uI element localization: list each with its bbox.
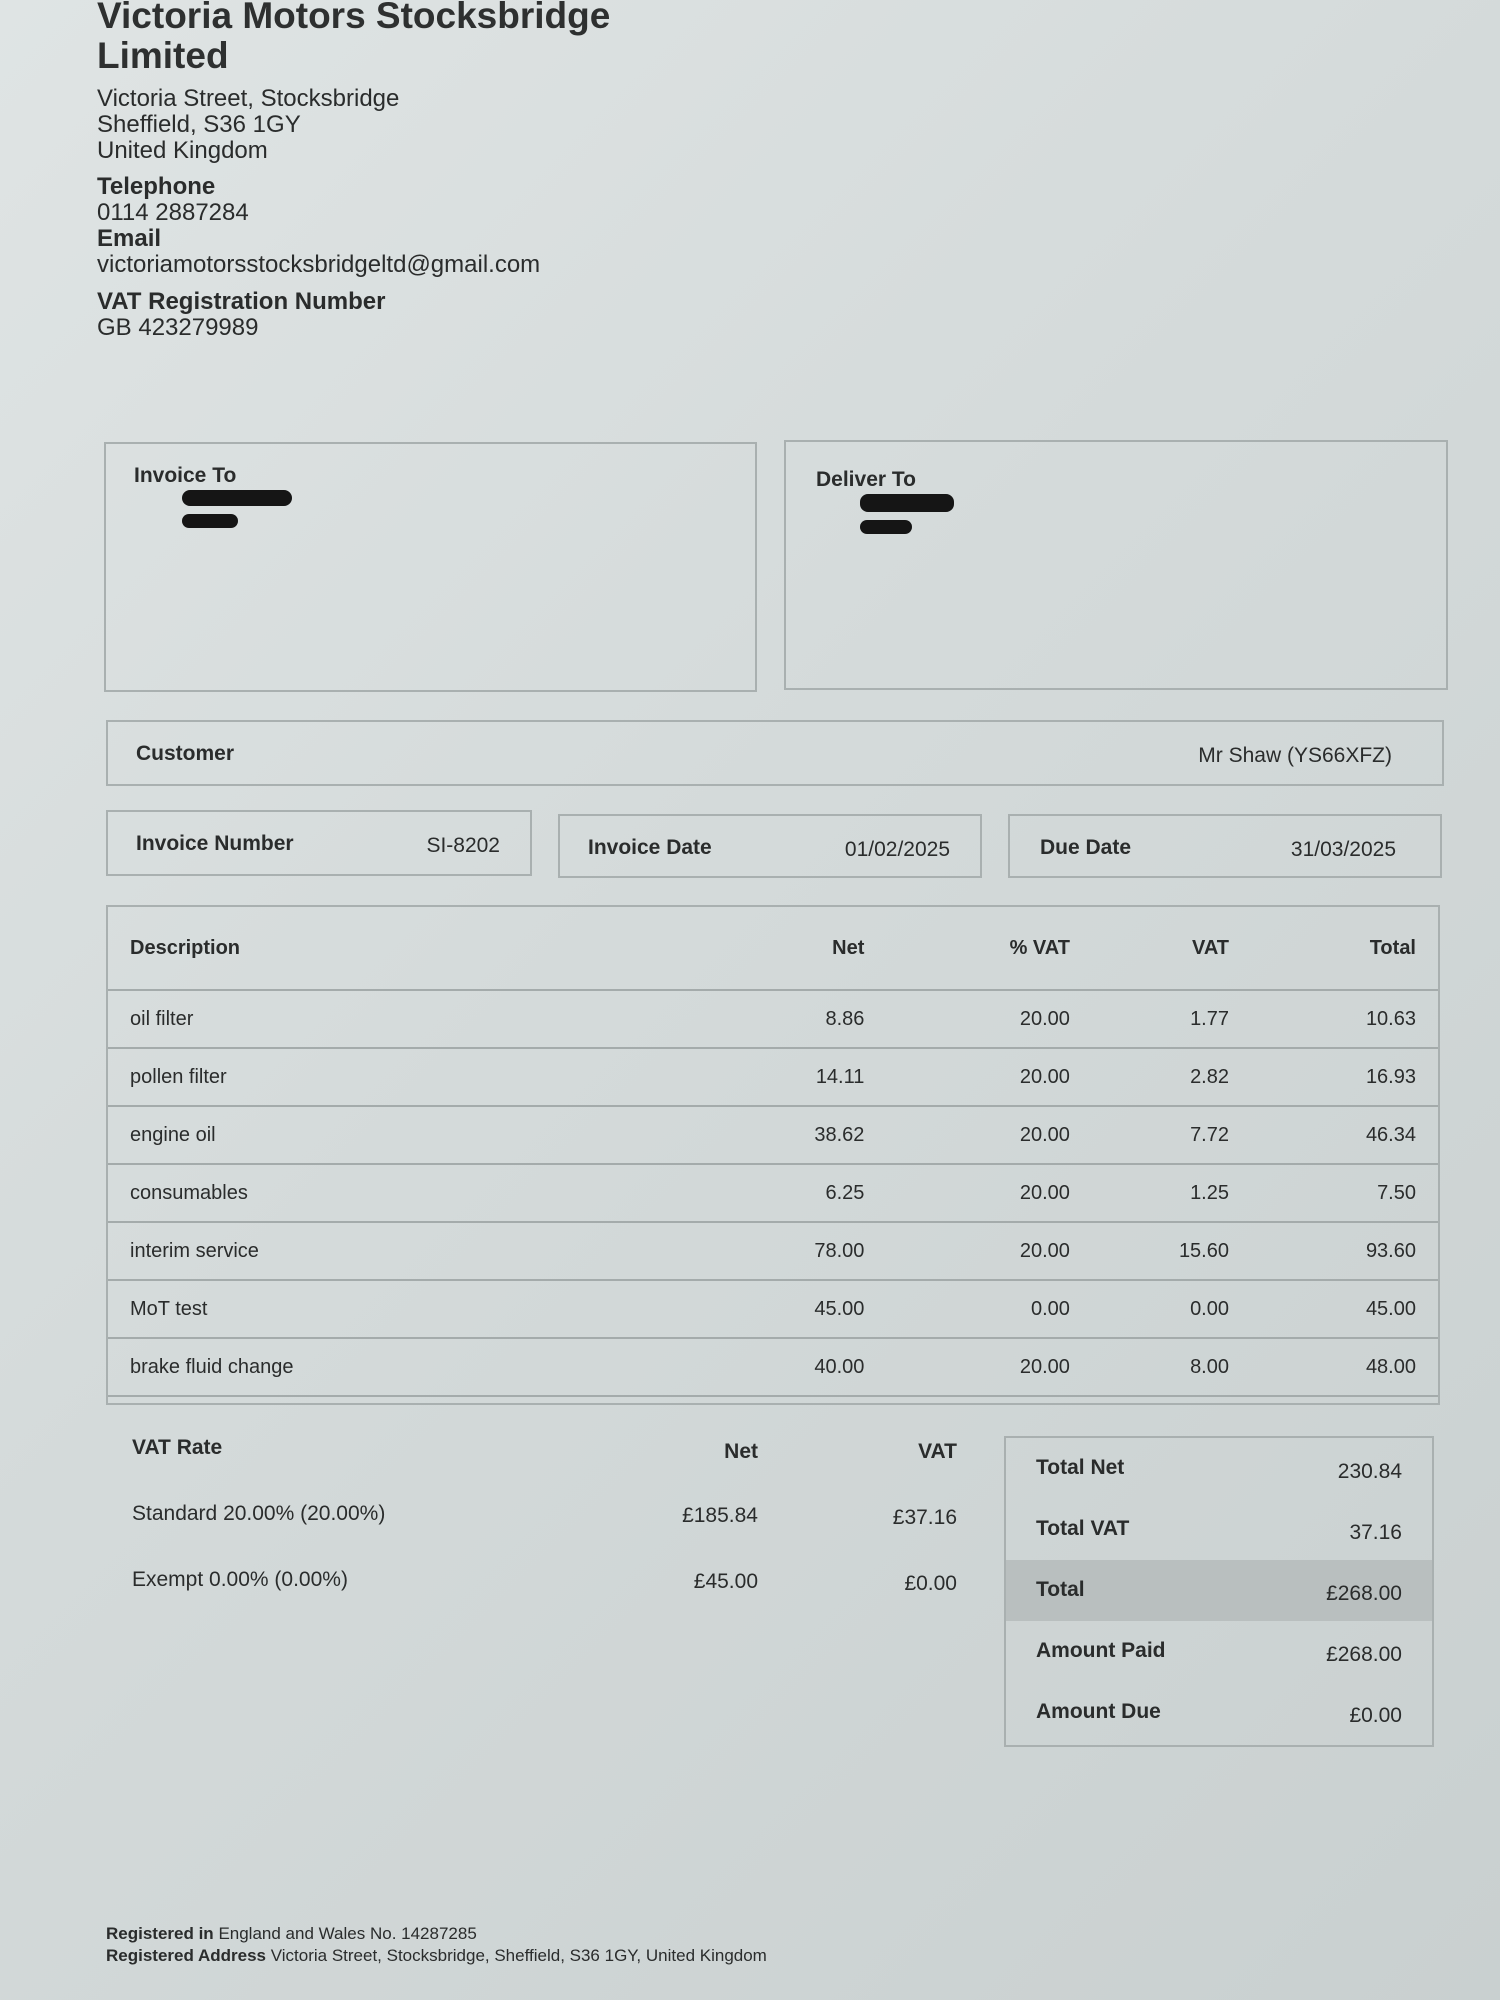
total-vat-row	[1006, 1499, 1432, 1560]
item-net: 40.00	[737, 1338, 887, 1396]
item-pct-vat: 20.00	[886, 1164, 1092, 1222]
item-total: 10.63	[1251, 990, 1438, 1048]
item-vat: 1.25	[1092, 1164, 1251, 1222]
vat-vat: £37.16	[892, 1506, 957, 1529]
table-row	[108, 1164, 1438, 1222]
table-row	[108, 1222, 1438, 1280]
vat-summary-header	[132, 1436, 972, 1502]
table-row	[108, 1280, 1438, 1338]
vat-summary	[132, 1436, 972, 1634]
table-row	[108, 1106, 1438, 1164]
item-description: engine oil	[108, 1106, 737, 1164]
total-net-row	[1006, 1438, 1432, 1499]
address-line: Sheffield, S36 1GY	[97, 111, 301, 138]
header-pct-vat: % VAT	[886, 907, 1092, 990]
item-total: 93.60	[1251, 1222, 1438, 1280]
items-header-row	[108, 907, 1438, 990]
grand-total-value: £268.00	[1326, 1582, 1402, 1605]
item-description: MoT test	[108, 1280, 737, 1338]
item-vat: 8.00	[1092, 1338, 1251, 1396]
item-net: 6.25	[737, 1164, 887, 1222]
footer	[106, 1923, 767, 1967]
vat-summary-row	[132, 1502, 972, 1568]
company-name-line1: Victoria Motors Stocksbridge	[97, 0, 611, 36]
item-net: 45.00	[737, 1280, 887, 1338]
registered-label: Registered in	[106, 1924, 214, 1943]
invoice-date-box	[558, 814, 982, 878]
header-net: Net	[737, 907, 887, 990]
grand-total-label: Total	[1036, 1578, 1085, 1601]
item-pct-vat: 20.00	[886, 990, 1092, 1048]
email-label: Email	[97, 225, 162, 252]
item-pct-vat: 20.00	[886, 1222, 1092, 1280]
vat-registration	[97, 289, 385, 341]
customer-label: Customer	[136, 742, 235, 765]
item-vat: 15.60	[1092, 1222, 1251, 1280]
customer-value: Mr Shaw (YS66XFZ)	[1198, 744, 1392, 767]
email-value: victoriamotorsstocksbridgeltd@gmail.com	[97, 251, 541, 278]
address-line: Victoria Street, Stocksbridge	[97, 85, 400, 112]
invoice-to-box	[104, 442, 757, 692]
customer-box	[106, 720, 1444, 786]
invoice-number-box	[106, 810, 532, 876]
header-vat: VAT	[1092, 907, 1251, 990]
grand-total-row	[1006, 1560, 1432, 1621]
telephone-label: Telephone	[97, 173, 216, 200]
redaction-mark	[182, 490, 292, 506]
due-date-value: 31/03/2025	[1290, 838, 1396, 861]
item-total: 7.50	[1251, 1164, 1438, 1222]
item-description: consumables	[108, 1164, 737, 1222]
footer-address	[106, 1945, 767, 1967]
items-table	[108, 907, 1438, 1397]
item-pct-vat: 20.00	[886, 1106, 1092, 1164]
header-total: Total	[1251, 907, 1438, 990]
registered-text: England and Wales No. 14287285	[218, 1924, 477, 1943]
table-row	[108, 1338, 1438, 1396]
vat-rate-header: VAT Rate	[132, 1436, 223, 1459]
deliver-to-label: Deliver To	[816, 468, 916, 491]
item-total: 45.00	[1251, 1280, 1438, 1338]
item-net: 14.11	[737, 1048, 887, 1106]
totals-box	[1004, 1436, 1434, 1747]
vat-vat: £0.00	[904, 1572, 957, 1595]
invoice-to-label: Invoice To	[134, 464, 237, 487]
item-net: 8.86	[737, 990, 887, 1048]
registered-address-text: Victoria Street, Stocksbridge, Sheffield, S36 1GY, United Kingdom	[270, 1946, 767, 1965]
item-total: 46.34	[1251, 1106, 1438, 1164]
total-net-label: Total Net	[1036, 1456, 1125, 1479]
redaction-mark	[860, 520, 912, 534]
item-total: 48.00	[1251, 1338, 1438, 1396]
address-line: United Kingdom	[97, 137, 268, 164]
table-row	[108, 990, 1438, 1048]
vat-net-header: Net	[724, 1440, 758, 1463]
item-vat: 0.00	[1092, 1280, 1251, 1338]
header-description: Description	[108, 907, 737, 990]
deliver-to-box	[784, 440, 1448, 690]
vat-net: £185.84	[682, 1504, 758, 1527]
vat-vat-header: VAT	[918, 1440, 957, 1463]
redaction-mark	[860, 494, 954, 512]
invoice-number-value: SI-8202	[426, 834, 500, 857]
company-address	[97, 86, 399, 164]
total-net-value: 230.84	[1337, 1460, 1402, 1483]
item-description: brake fluid change	[108, 1338, 737, 1396]
item-total: 16.93	[1251, 1048, 1438, 1106]
amount-due-value: £0.00	[1349, 1704, 1402, 1727]
item-vat: 7.72	[1092, 1106, 1251, 1164]
invoice-date-value: 01/02/2025	[844, 838, 950, 861]
vat-net: £45.00	[693, 1570, 758, 1593]
vat-summary-row	[132, 1568, 972, 1634]
amount-paid-label: Amount Paid	[1036, 1639, 1166, 1662]
amount-paid-row	[1006, 1621, 1432, 1682]
item-vat: 1.77	[1092, 990, 1251, 1048]
due-date-box	[1008, 814, 1442, 878]
item-description: interim service	[108, 1222, 737, 1280]
company-header	[97, 0, 797, 76]
item-vat: 2.82	[1092, 1048, 1251, 1106]
total-vat-value: 37.16	[1349, 1521, 1402, 1544]
item-net: 78.00	[737, 1222, 887, 1280]
item-pct-vat: 0.00	[886, 1280, 1092, 1338]
amount-paid-value: £268.00	[1326, 1643, 1402, 1666]
amount-due-row	[1006, 1682, 1432, 1743]
item-net: 38.62	[737, 1106, 887, 1164]
registered-address-label: Registered Address	[106, 1946, 266, 1965]
item-pct-vat: 20.00	[886, 1048, 1092, 1106]
footer-registration	[106, 1923, 767, 1945]
item-pct-vat: 20.00	[886, 1338, 1092, 1396]
due-date-label: Due Date	[1040, 836, 1132, 859]
total-vat-label: Total VAT	[1036, 1517, 1130, 1540]
invoice-date-label: Invoice Date	[588, 836, 712, 859]
table-row	[108, 1048, 1438, 1106]
vat-rate: Exempt 0.00% (0.00%)	[132, 1568, 348, 1591]
telephone-value: 0114 2887284	[97, 199, 249, 226]
company-contact	[97, 174, 540, 278]
vat-registration-label: VAT Registration Number	[97, 288, 386, 315]
vat-rate: Standard 20.00% (20.00%)	[132, 1502, 386, 1525]
amount-due-label: Amount Due	[1036, 1700, 1161, 1723]
company-name-line2: Limited	[97, 35, 229, 76]
redaction-mark	[182, 514, 238, 528]
vat-registration-number: GB 423279989	[97, 314, 259, 341]
item-description: pollen filter	[108, 1048, 737, 1106]
item-description: oil filter	[108, 990, 737, 1048]
invoice-number-label: Invoice Number	[136, 832, 294, 855]
